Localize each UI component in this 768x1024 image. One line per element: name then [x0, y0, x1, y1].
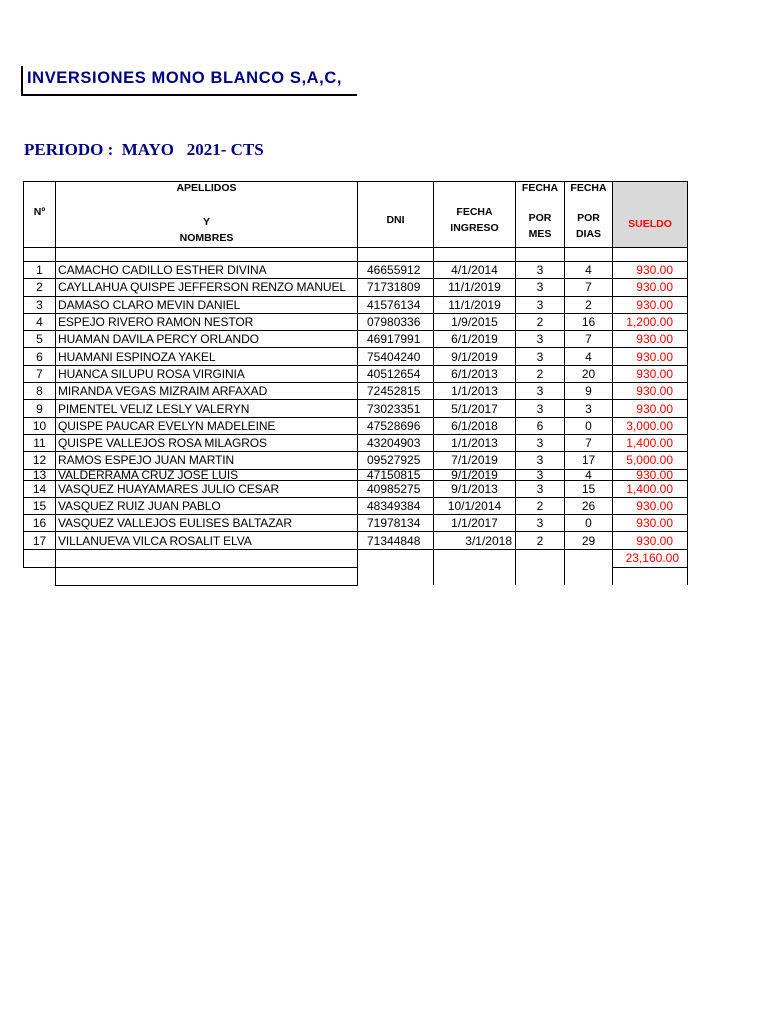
- employee-name-cell: VASQUEZ VALLEJOS EULISES BALTAZAR: [56, 515, 358, 532]
- fecha-ingreso-cell: 9/1/2013: [434, 480, 516, 497]
- employee-name-cell: QUISPE VALLEJOS ROSA MILAGROS: [56, 434, 358, 451]
- dni-cell: 75404240: [358, 348, 434, 365]
- row-number-cell: 8: [24, 383, 56, 400]
- dni-cell: 40512654: [358, 365, 434, 382]
- employee-name-cell: DAMASO CLARO MEVIN DANIEL: [56, 296, 358, 313]
- table-row: [24, 365, 688, 382]
- por-dias-cell: 2: [565, 296, 613, 313]
- header-apellidos-nombres: [56, 182, 358, 248]
- header-sueldo: SUELDO: [613, 182, 688, 248]
- header-por-dias-line2: DIAS: [575, 228, 602, 240]
- table-row: [24, 469, 688, 480]
- fecha-ingreso-cell: 6/1/2018: [434, 417, 516, 434]
- footer-cell: [56, 567, 358, 585]
- sueldo-cell: 930.00: [613, 497, 688, 514]
- header-por-mes-line1: POR: [528, 212, 552, 224]
- sueldo-cell: 1,400.00: [613, 434, 688, 451]
- fecha-ingreso-cell: 4/1/2014: [434, 262, 516, 279]
- por-dias-cell: 3: [565, 400, 613, 417]
- por-mes-cell: 3: [516, 348, 565, 365]
- dni-cell: 71731809: [358, 279, 434, 296]
- por-mes-cell: 3: [516, 262, 565, 279]
- row-number-cell: 6: [24, 348, 56, 365]
- por-mes-cell: 2: [516, 497, 565, 514]
- header-por-dias: [565, 182, 613, 248]
- footer-cell: [434, 549, 516, 567]
- table-row: [24, 497, 688, 514]
- header-spacer: [56, 248, 358, 262]
- header-apellidos: APELLIDOS: [176, 182, 237, 194]
- header-por-dias-top: FECHA: [570, 182, 607, 194]
- header-nombres: NOMBRES: [179, 232, 234, 244]
- table-row: [24, 331, 688, 348]
- header-por-mes: [516, 182, 565, 248]
- payroll-table: [23, 181, 688, 586]
- row-number-cell: 15: [24, 497, 56, 514]
- employee-name-cell: MIRANDA VEGAS MIZRAIM ARFAXAD: [56, 383, 358, 400]
- fecha-ingreso-cell: 1/1/2013: [434, 383, 516, 400]
- fecha-ingreso-cell: 11/1/2019: [434, 296, 516, 313]
- footer-cell: [24, 567, 56, 585]
- employee-name-cell: CAYLLAHUA QUISPE JEFFERSON RENZO MANUEL: [56, 279, 358, 296]
- footer-cell: [565, 567, 613, 585]
- por-dias-cell: 17: [565, 452, 613, 469]
- sueldo-cell: 930.00: [613, 262, 688, 279]
- dni-cell: 71978134: [358, 515, 434, 532]
- por-mes-cell: 3: [516, 383, 565, 400]
- table-row: [24, 480, 688, 497]
- por-dias-cell: 26: [565, 497, 613, 514]
- fecha-ingreso-cell: 9/1/2019: [434, 348, 516, 365]
- sueldo-cell: 930.00: [613, 400, 688, 417]
- employee-name-cell: PIMENTEL VELIZ LESLY VALERYN: [56, 400, 358, 417]
- footer-cell: [516, 567, 565, 585]
- row-number-cell: 1: [24, 262, 56, 279]
- por-dias-cell: 7: [565, 279, 613, 296]
- table-header: [24, 182, 688, 262]
- table-row: [24, 262, 688, 279]
- por-mes-cell: 3: [516, 400, 565, 417]
- table-row: [24, 313, 688, 330]
- por-mes-cell: 3: [516, 279, 565, 296]
- por-dias-cell: 29: [565, 532, 613, 549]
- sueldo-cell: 930.00: [613, 279, 688, 296]
- por-dias-cell: 0: [565, 515, 613, 532]
- table-row: [24, 452, 688, 469]
- fecha-ingreso-cell: 9/1/2019: [434, 469, 516, 480]
- header-por-mes-top: FECHA: [521, 182, 559, 194]
- row-number-cell: 16: [24, 515, 56, 532]
- sueldo-cell: 930.00: [613, 296, 688, 313]
- company-name: INVERSIONES MONO BLANCO S,A,C,: [27, 69, 343, 87]
- sueldo-cell: 1,400.00: [613, 480, 688, 497]
- sueldo-cell: 1,200.00: [613, 313, 688, 330]
- sueldo-cell: 5,000.00: [613, 452, 688, 469]
- por-dias-cell: 20: [565, 365, 613, 382]
- row-number-cell: 7: [24, 365, 56, 382]
- footer-cell: [613, 567, 688, 585]
- header-por-dias-line1: POR: [577, 212, 600, 224]
- employee-name-cell: RAMOS ESPEJO JUAN MARTIN: [56, 452, 358, 469]
- row-number-cell: 5: [24, 331, 56, 348]
- dni-cell: 46917991: [358, 331, 434, 348]
- header-por-mes-line2: MES: [528, 228, 552, 240]
- por-mes-cell: 3: [516, 480, 565, 497]
- table-row: [24, 515, 688, 532]
- header-y: Y: [202, 216, 210, 228]
- fecha-ingreso-cell: 1/1/2017: [434, 515, 516, 532]
- por-mes-cell: 6: [516, 417, 565, 434]
- footer-cell: [434, 567, 516, 585]
- fecha-ingreso-cell: 6/1/2019: [434, 331, 516, 348]
- por-mes-cell: 2: [516, 365, 565, 382]
- fecha-ingreso-cell: 10/1/2014: [434, 497, 516, 514]
- employee-name-cell: HUAMAN DAVILA PERCY ORLANDO: [56, 331, 358, 348]
- dni-cell: 73023351: [358, 400, 434, 417]
- table-body: [24, 262, 688, 550]
- footer-cell: [24, 549, 56, 567]
- fecha-ingreso-cell: 3/1/2018: [434, 532, 516, 549]
- employee-name-cell: HUAMANI ESPINOZA YAKEL: [56, 348, 358, 365]
- dni-cell: 47150815: [358, 469, 434, 480]
- header-dni: DNI: [358, 182, 434, 248]
- header-spacer: [434, 248, 516, 262]
- por-dias-cell: 4: [565, 262, 613, 279]
- row-number-cell: 2: [24, 279, 56, 296]
- employee-name-cell: CAMACHO CADILLO ESTHER DIVINA: [56, 262, 358, 279]
- fecha-ingreso-cell: 6/1/2013: [434, 365, 516, 382]
- header-fecha-ingreso-line2: INGRESO: [450, 221, 499, 234]
- dni-cell: 47528696: [358, 417, 434, 434]
- header-spacer: [613, 248, 688, 262]
- period-label: PERIODO : MAYO 2021- CTS: [24, 140, 264, 159]
- footer-cell: [516, 549, 565, 567]
- table-footer: [24, 549, 688, 585]
- por-dias-cell: 7: [565, 434, 613, 451]
- header-fecha-ingreso: [434, 182, 516, 248]
- dni-cell: 09527925: [358, 452, 434, 469]
- row-number-cell: 11: [24, 434, 56, 451]
- por-dias-cell: 4: [565, 469, 613, 480]
- employee-name-cell: ESPEJO RIVERO RAMON NESTOR: [56, 313, 358, 330]
- fecha-ingreso-cell: 5/1/2017: [434, 400, 516, 417]
- row-number-cell: 9: [24, 400, 56, 417]
- row-number-cell: 3: [24, 296, 56, 313]
- dni-cell: 46655912: [358, 262, 434, 279]
- dni-cell: 48349384: [358, 497, 434, 514]
- row-number-cell: 4: [24, 313, 56, 330]
- total-sueldo: 23,160.00: [613, 549, 688, 567]
- row-number-cell: 17: [24, 532, 56, 549]
- por-dias-cell: 0: [565, 417, 613, 434]
- table-row: [24, 532, 688, 549]
- employee-name-cell: VASQUEZ HUAYAMARES JULIO CESAR: [56, 480, 358, 497]
- employee-name-cell: VILLANUEVA VILCA ROSALIT ELVA: [56, 532, 358, 549]
- fecha-ingreso-cell: 11/1/2019: [434, 279, 516, 296]
- por-mes-cell: 2: [516, 313, 565, 330]
- por-dias-cell: 15: [565, 480, 613, 497]
- header-number: Nº: [24, 182, 56, 248]
- fecha-ingreso-cell: 1/9/2015: [434, 313, 516, 330]
- por-mes-cell: 3: [516, 296, 565, 313]
- por-mes-cell: 3: [516, 331, 565, 348]
- table-row: [24, 348, 688, 365]
- por-dias-cell: 16: [565, 313, 613, 330]
- company-title-box: [21, 66, 357, 96]
- dni-cell: 71344848: [358, 532, 434, 549]
- sueldo-cell: 930.00: [613, 331, 688, 348]
- table-row: [24, 417, 688, 434]
- employee-name-cell: VALDERRAMA CRUZ JOSE LUIS: [56, 469, 358, 480]
- dni-cell: 72452815: [358, 383, 434, 400]
- footer-cell: [565, 549, 613, 567]
- por-mes-cell: 3: [516, 434, 565, 451]
- header-spacer: [24, 248, 56, 262]
- row-number-cell: 12: [24, 452, 56, 469]
- dni-cell: 41576134: [358, 296, 434, 313]
- table-row: [24, 400, 688, 417]
- sueldo-cell: 930.00: [613, 469, 688, 480]
- dni-cell: 40985275: [358, 480, 434, 497]
- sueldo-cell: 930.00: [613, 532, 688, 549]
- por-dias-cell: 9: [565, 383, 613, 400]
- sueldo-cell: 930.00: [613, 383, 688, 400]
- table-row: [24, 383, 688, 400]
- footer-cell: [358, 567, 434, 585]
- header-fecha-ingreso-line1: FECHA: [456, 205, 493, 218]
- header-spacer: [358, 248, 434, 262]
- sueldo-cell: 3,000.00: [613, 417, 688, 434]
- header-spacer: [516, 248, 565, 262]
- por-mes-cell: 2: [516, 532, 565, 549]
- employee-name-cell: VASQUEZ RUIZ JUAN PABLO: [56, 497, 358, 514]
- fecha-ingreso-cell: 7/1/2019: [434, 452, 516, 469]
- por-mes-cell: 3: [516, 515, 565, 532]
- row-number-cell: 13: [24, 469, 56, 480]
- row-number-cell: 14: [24, 480, 56, 497]
- footer-cell: [358, 549, 434, 567]
- sueldo-cell: 930.00: [613, 348, 688, 365]
- employee-name-cell: HUANCA SILUPU ROSA VIRGINIA: [56, 365, 358, 382]
- sueldo-cell: 930.00: [613, 515, 688, 532]
- table-row: [24, 296, 688, 313]
- header-spacer: [565, 248, 613, 262]
- por-dias-cell: 7: [565, 331, 613, 348]
- fecha-ingreso-cell: 1/1/2013: [434, 434, 516, 451]
- dni-cell: 43204903: [358, 434, 434, 451]
- row-number-cell: 10: [24, 417, 56, 434]
- dni-cell: 07980336: [358, 313, 434, 330]
- sueldo-cell: 930.00: [613, 365, 688, 382]
- employee-name-cell: QUISPE PAUCAR EVELYN MADELEINE: [56, 417, 358, 434]
- por-mes-cell: 3: [516, 469, 565, 480]
- footer-cell: [56, 549, 358, 567]
- table-row: [24, 279, 688, 296]
- table-row: [24, 434, 688, 451]
- por-mes-cell: 3: [516, 452, 565, 469]
- por-dias-cell: 4: [565, 348, 613, 365]
